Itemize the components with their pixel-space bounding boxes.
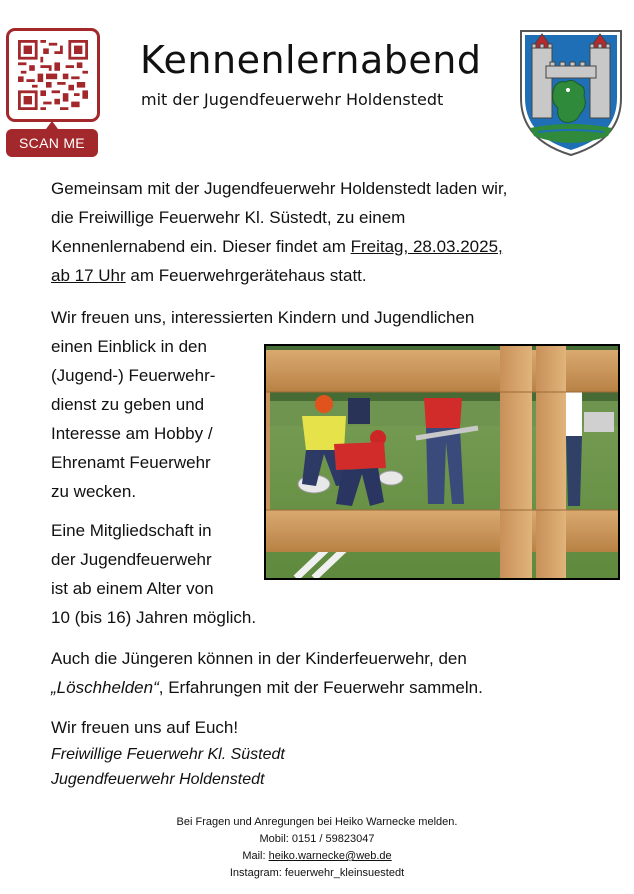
- event-time: ab 17 Uhr: [51, 266, 126, 285]
- para2-line-2: einen Einblick in den: [51, 337, 207, 356]
- para4-line-2: [51, 673, 483, 702]
- signature-line-1: Freiwillige Feuerwehr Kl. Süstedt: [51, 746, 285, 763]
- para2-line-5: Interesse am Hobby /: [51, 424, 213, 443]
- para2-line-3: (Jugend-) Feuerwehr-: [51, 366, 216, 385]
- coat-of-arms-icon: [518, 28, 624, 162]
- intro-line-1: Gemeinsam mit der Jugendfeuerwehr Holdenstedt laden wir,: [51, 179, 508, 198]
- para3-line-2: der Jugendfeuerwehr: [51, 550, 212, 569]
- firefighter-training-photo: [264, 344, 620, 580]
- closing-greeting: Wir freuen uns auf Euch!: [51, 718, 239, 737]
- para3-line-3: ist ab einem Alter von: [51, 579, 214, 598]
- footer-mail-link[interactable]: heiko.warnecke@web.de: [268, 850, 392, 862]
- event-date: Freitag, 28.03.2025,: [350, 237, 503, 256]
- para4-line-1: Auch die Jüngeren können in der Kinderfeuerwehr, den: [51, 649, 467, 668]
- para2-line-7: zu wecken.: [51, 482, 137, 501]
- footer-mail-line: [0, 848, 634, 865]
- page-subtitle: mit der Jugendfeuerwehr Holdenstedt: [141, 90, 444, 109]
- scan-me-button[interactable]: SCAN ME: [6, 129, 98, 157]
- footer-phone: Mobil: 0151 / 59823047: [259, 833, 375, 845]
- qr-pointer: [46, 121, 58, 129]
- qr-code-icon: [18, 40, 88, 110]
- para2-line-4: dienst zu geben und: [51, 395, 205, 414]
- page-title: Kennenlernabend: [140, 38, 482, 82]
- signature-line-2: Jugendfeuerwehr Holdenstedt: [51, 771, 265, 788]
- intro-line-4: [51, 261, 367, 290]
- para2-line-1: Wir freuen uns, interessierten Kindern und Jugendlichen: [51, 308, 475, 327]
- intro-line-3: [51, 232, 503, 261]
- intro-line-4-text: am Feuerwehrgerätehaus statt.: [125, 266, 367, 285]
- para3-line-4: 10 (bis 16) Jahren möglich.: [51, 608, 257, 627]
- qr-code: [6, 28, 100, 122]
- footer-line-1: Bei Fragen und Anregungen bei Heiko Warnecke melden.: [176, 816, 458, 828]
- para4-line-2-text: , Erfahrungen mit der Feuerwehr sammeln.: [158, 678, 483, 697]
- footer-instagram: Instagram: feuerwehr_kleinsuestedt: [229, 867, 405, 879]
- intro-line-3-text: Kennenlernabend ein. Dieser findet am: [51, 237, 351, 256]
- para2-line-6: Ehrenamt Feuerwehr: [51, 453, 211, 472]
- footer-mail-label: Mail:: [242, 850, 269, 862]
- para3-line-1: Eine Mitgliedschaft in: [51, 521, 212, 540]
- intro-line-2: die Freiwillige Feuerwehr Kl. Süstedt, zu einem: [51, 208, 406, 227]
- qr-code-block[interactable]: [6, 28, 98, 158]
- loeschhelden-label: „Löschhelden“: [51, 678, 159, 697]
